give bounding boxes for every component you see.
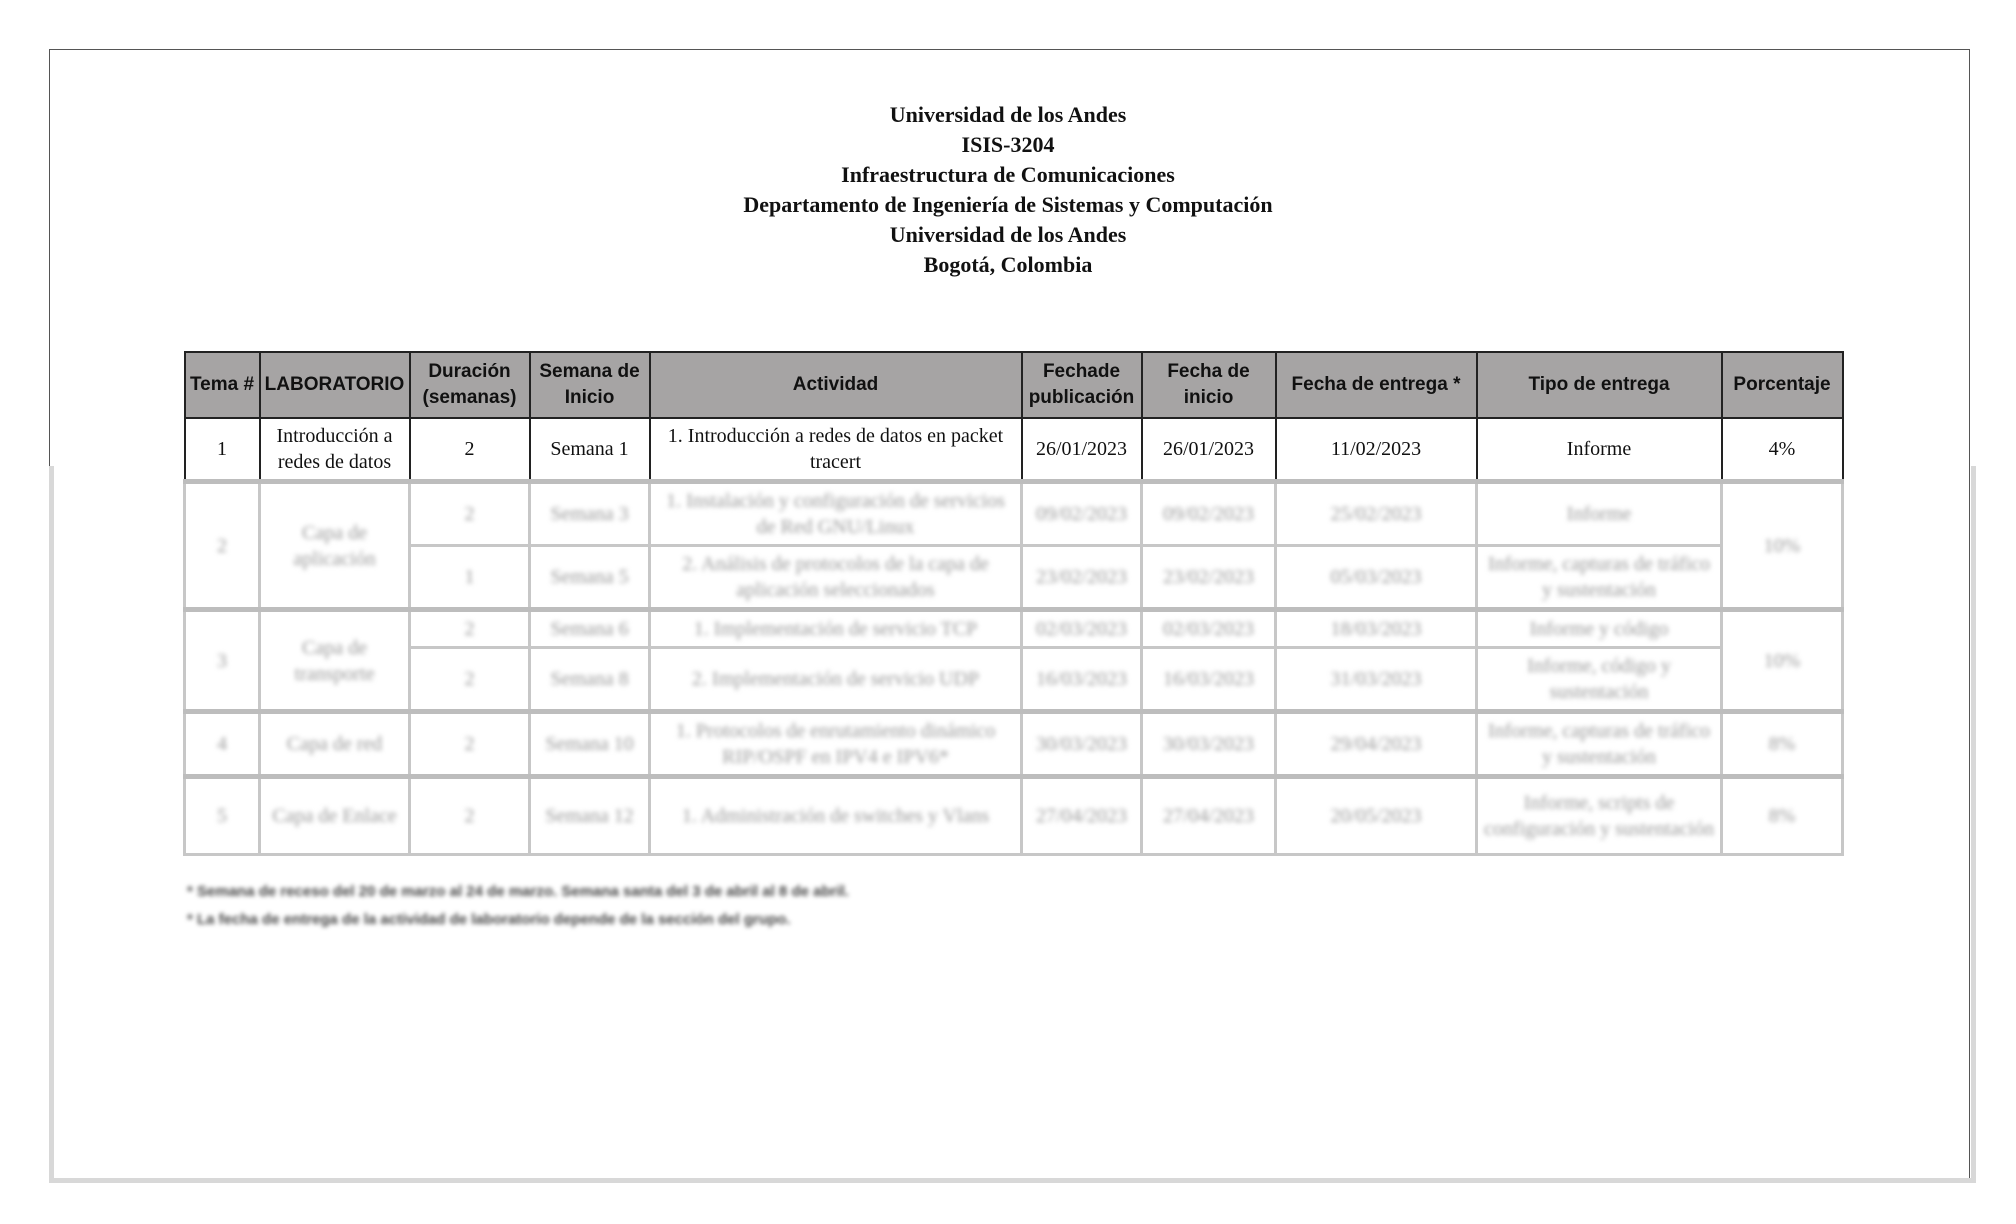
cell-semana: Semana 8 (530, 648, 650, 712)
header-university: Universidad de los Andes (889, 102, 1127, 127)
cell-tipo-entrega: Informe y código (1477, 610, 1722, 648)
cell-tema: 3 (185, 610, 260, 712)
cell-actividad: 1. Implementación de servicio TCP (650, 610, 1022, 648)
cell-fecha-publicacion: 26/01/2023 (1022, 418, 1142, 482)
cell-tema: 5 (185, 777, 260, 855)
cell-semana: Semana 10 (530, 712, 650, 777)
cell-actividad: 2. Análisis de protocolos de la capa de aplicación seleccionados (650, 546, 1022, 610)
footnote-1: * Semana de receso del 20 de marzo al 24 de marzo. Semana santa del 3 de abril al 8 de abril. (187, 883, 849, 900)
cell-fecha-publicacion: 09/02/2023 (1022, 482, 1142, 546)
cell-duracion: 1 (410, 546, 530, 610)
cell-tipo-entrega: Informe (1477, 482, 1722, 546)
cell-tema: 1 (185, 418, 260, 482)
cell-fecha-publicacion: 30/03/2023 (1022, 712, 1142, 777)
cell-laboratorio: Capa de aplicación (260, 482, 410, 610)
cell-fecha-inicio: 09/02/2023 (1142, 482, 1276, 546)
cell-tema: 2 (185, 482, 260, 610)
cell-fecha-publicacion: 02/03/2023 (1022, 610, 1142, 648)
cell-porcentaje: 8% (1722, 712, 1843, 777)
footnotes (187, 878, 849, 934)
cell-tipo-entrega: Informe, código y sustentación (1477, 648, 1722, 712)
cell-tipo-entrega: Informe, capturas de tráfico y sustentación (1477, 546, 1722, 610)
cell-duracion: 2 (410, 610, 530, 648)
cell-porcentaje: 8% (1722, 777, 1843, 855)
cell-duracion: 2 (410, 777, 530, 855)
col-header-duracion: Duración (semanas) (410, 352, 530, 418)
table-row (185, 482, 1843, 546)
cell-actividad: 2. Implementación de servicio UDP (650, 648, 1022, 712)
cell-fecha-publicacion: 27/04/2023 (1022, 777, 1142, 855)
cell-tipo-entrega: Informe, scripts de configuración y sustentación (1477, 777, 1722, 855)
col-header-tema: Tema # (185, 352, 260, 418)
cell-actividad: 1. Administración de switches y Vlans (650, 777, 1022, 855)
col-header-tipo-entrega: Tipo de entrega (1477, 352, 1722, 418)
header-city: Bogotá, Colombia (923, 252, 1093, 277)
col-header-fecha-inicio: Fecha de inicio (1142, 352, 1276, 418)
cell-duracion: 2 (410, 418, 530, 482)
cell-laboratorio: Introducción a redes de datos (260, 418, 410, 482)
cell-laboratorio: Capa de red (260, 712, 410, 777)
col-header-actividad: Actividad (650, 352, 1022, 418)
cell-porcentaje: 10% (1722, 610, 1843, 712)
table-row (185, 648, 1843, 712)
cell-semana: Semana 5 (530, 546, 650, 610)
cell-fecha-inicio: 26/01/2023 (1142, 418, 1276, 482)
footnote-2: * La fecha de entrega de la actividad de laboratorio depende de la sección del grupo. (187, 911, 791, 928)
cell-fecha-entrega: 11/02/2023 (1276, 418, 1477, 482)
header-department: Departamento de Ingeniería de Sistemas y Computación (743, 192, 1273, 217)
cell-semana: Semana 1 (530, 418, 650, 482)
table-row (185, 777, 1843, 855)
cell-semana: Semana 3 (530, 482, 650, 546)
cell-fecha-inicio: 16/03/2023 (1142, 648, 1276, 712)
cell-semana: Semana 12 (530, 777, 650, 855)
cell-tema: 4 (185, 712, 260, 777)
cell-porcentaje: 10% (1722, 482, 1843, 610)
lab-schedule-table (183, 351, 1844, 856)
cell-tipo-entrega: Informe (1477, 418, 1722, 482)
table-row (185, 610, 1843, 648)
table-row (185, 418, 1843, 482)
cell-fecha-inicio: 30/03/2023 (1142, 712, 1276, 777)
table-row (185, 546, 1843, 610)
cell-fecha-entrega: 31/03/2023 (1276, 648, 1477, 712)
cell-semana: Semana 6 (530, 610, 650, 648)
cell-actividad: 1. Protocolos de enrutamiento dinámico RIP/OSPF en IPV4 e IPV6* (650, 712, 1022, 777)
cell-actividad: 1. Introducción a redes de datos en packet tracert (650, 418, 1022, 482)
cell-duracion: 2 (410, 482, 530, 546)
cell-fecha-inicio: 27/04/2023 (1142, 777, 1276, 855)
cell-fecha-entrega: 25/02/2023 (1276, 482, 1477, 546)
cell-porcentaje: 4% (1722, 418, 1843, 482)
header-university-2: Universidad de los Andes (889, 222, 1127, 247)
table-row (185, 712, 1843, 777)
col-header-fecha-publicacion: Fechade publicación (1022, 352, 1142, 418)
document-header (0, 100, 2016, 280)
cell-fecha-publicacion: 23/02/2023 (1022, 546, 1142, 610)
table-header-row (185, 352, 1843, 418)
cell-tipo-entrega: Informe, capturas de tráfico y sustentación (1477, 712, 1722, 777)
cell-fecha-entrega: 18/03/2023 (1276, 610, 1477, 648)
cell-fecha-entrega: 29/04/2023 (1276, 712, 1477, 777)
cell-fecha-inicio: 23/02/2023 (1142, 546, 1276, 610)
cell-laboratorio: Capa de transporte (260, 610, 410, 712)
cell-actividad: 1. Instalación y configuración de servicios de Red GNU/Linux (650, 482, 1022, 546)
header-course-code: ISIS-3204 (961, 132, 1055, 157)
cell-fecha-inicio: 02/03/2023 (1142, 610, 1276, 648)
col-header-laboratorio: LABORATORIO (260, 352, 410, 418)
header-course-name: Infraestructura de Comunicaciones (841, 162, 1175, 187)
col-header-porcentaje: Porcentaje (1722, 352, 1843, 418)
cell-fecha-entrega: 20/05/2023 (1276, 777, 1477, 855)
cell-fecha-publicacion: 16/03/2023 (1022, 648, 1142, 712)
cell-fecha-entrega: 05/03/2023 (1276, 546, 1477, 610)
col-header-semana-inicio: Semana de Inicio (530, 352, 650, 418)
cell-laboratorio: Capa de Enlace (260, 777, 410, 855)
col-header-fecha-entrega: Fecha de entrega * (1276, 352, 1477, 418)
cell-duracion: 2 (410, 648, 530, 712)
cell-duracion: 2 (410, 712, 530, 777)
